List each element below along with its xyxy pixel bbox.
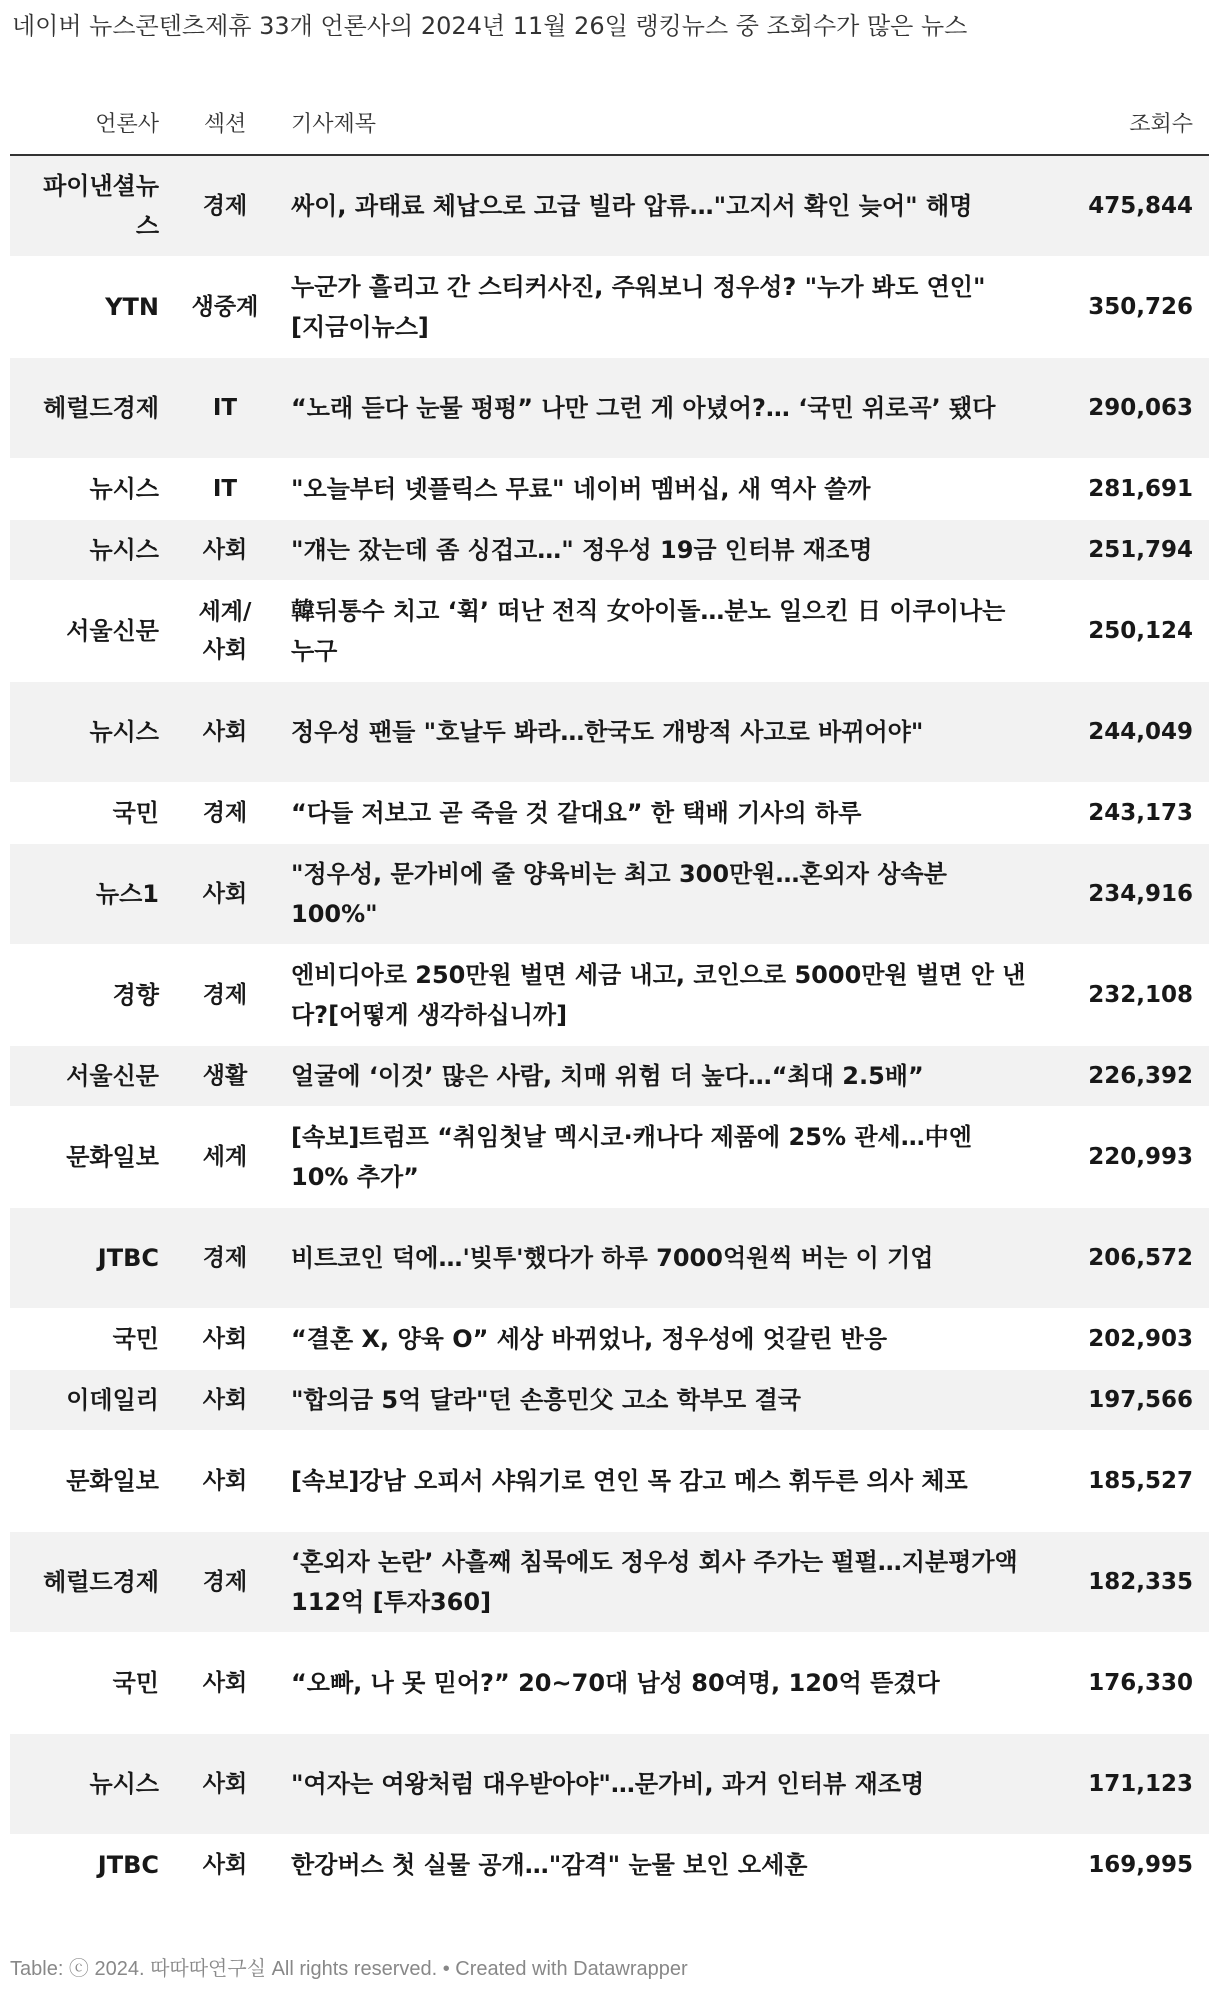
- cell-title: "정우성, 문가비에 줄 양육비는 최고 300만원…혼외자 상속분 100%": [275, 843, 1043, 944]
- table-row: [10, 1430, 1209, 1531]
- cell-publisher: 헤럴드경제: [10, 1531, 175, 1632]
- ranking-news-table: [10, 90, 1209, 1895]
- cell-section: 사회: [175, 1369, 275, 1430]
- cell-title: 얼굴에 ‘이것’ 많은 사람, 치매 위험 더 높다…“최대 2.5배”: [275, 1045, 1043, 1106]
- table-row: [10, 681, 1209, 782]
- cell-publisher: 국민: [10, 1632, 175, 1733]
- cell-section: 사회: [175, 681, 275, 782]
- cell-publisher: YTN: [10, 256, 175, 357]
- cell-title: 누군가 흘리고 간 스티커사진, 주워보니 정우성? "누가 봐도 연인" [지금이뉴스]: [275, 256, 1043, 357]
- cell-publisher: 파이낸셜뉴스: [10, 155, 175, 256]
- cell-title: "오늘부터 넷플릭스 무료" 네이버 멤버십, 새 역사 쓸까: [275, 458, 1043, 519]
- table-row: [10, 944, 1209, 1045]
- cell-section: 경제: [175, 1207, 275, 1308]
- cell-views: 250,124: [1043, 580, 1209, 681]
- cell-views: 206,572: [1043, 1207, 1209, 1308]
- cell-section: 사회: [175, 1632, 275, 1733]
- cell-section: 사회: [175, 1308, 275, 1369]
- cell-views: 176,330: [1043, 1632, 1209, 1733]
- table-row: [10, 1207, 1209, 1308]
- table-row: [10, 843, 1209, 944]
- cell-publisher: 문화일보: [10, 1106, 175, 1207]
- cell-publisher: 뉴시스: [10, 458, 175, 519]
- cell-views: 169,995: [1043, 1834, 1209, 1895]
- cell-section: 사회: [175, 843, 275, 944]
- cell-publisher: 헤럴드경제: [10, 357, 175, 458]
- cell-section: 경제: [175, 1531, 275, 1632]
- cell-title: "합의금 5억 달라"던 손흥민父 고소 학부모 결국: [275, 1369, 1043, 1430]
- cell-views: 251,794: [1043, 519, 1209, 580]
- cell-views: 290,063: [1043, 357, 1209, 458]
- cell-views: 244,049: [1043, 681, 1209, 782]
- cell-publisher: JTBC: [10, 1834, 175, 1895]
- cell-title: 비트코인 덕에…'빚투'했다가 하루 7000억원씩 버는 이 기업: [275, 1207, 1043, 1308]
- cell-title: “노래 듣다 눈물 펑펑” 나만 그런 게 아녔어?… ‘국민 위로곡’ 됐다: [275, 357, 1043, 458]
- cell-title: “다들 저보고 곧 죽을 것 같대요” 한 택배 기사의 하루: [275, 782, 1043, 843]
- cell-publisher: JTBC: [10, 1207, 175, 1308]
- cell-views: 350,726: [1043, 256, 1209, 357]
- cell-views: 234,916: [1043, 843, 1209, 944]
- cell-section: 사회: [175, 1733, 275, 1834]
- cell-views: 281,691: [1043, 458, 1209, 519]
- cell-publisher: 뉴시스: [10, 1733, 175, 1834]
- cell-publisher: 경향: [10, 944, 175, 1045]
- cell-publisher: 이데일리: [10, 1369, 175, 1430]
- cell-views: 226,392: [1043, 1045, 1209, 1106]
- table-body: [10, 155, 1209, 1895]
- cell-title: “오빠, 나 못 믿어?” 20~70대 남성 80여명, 120억 뜯겼다: [275, 1632, 1043, 1733]
- table-row: [10, 1106, 1209, 1207]
- cell-views: 202,903: [1043, 1308, 1209, 1369]
- table-row: [10, 1834, 1209, 1895]
- cell-title: "걔는 잤는데 좀 싱겁고…" 정우성 19금 인터뷰 재조명: [275, 519, 1043, 580]
- table-footer: Table: ⓒ 2024. 따따따연구실 All rights reserved. • Created with Datawrapper: [10, 1958, 688, 1980]
- cell-title: [속보]트럼프 “취임첫날 멕시코·캐나다 제품에 25% 관세…中엔 10% 추가”: [275, 1106, 1043, 1207]
- cell-views: 220,993: [1043, 1106, 1209, 1207]
- cell-section: 경제: [175, 944, 275, 1045]
- cell-title: 싸이, 과태료 체납으로 고급 빌라 압류…"고지서 확인 늦어" 해명: [275, 155, 1043, 256]
- cell-title: "여자는 여왕처럼 대우받아야"…문가비, 과거 인터뷰 재조명: [275, 1733, 1043, 1834]
- cell-title: [속보]강남 오피서 샤워기로 연인 목 감고 메스 휘두른 의사 체포: [275, 1430, 1043, 1531]
- table-header-row: [10, 90, 1209, 155]
- table-row: [10, 1045, 1209, 1106]
- cell-title: 한강버스 첫 실물 공개…"감격" 눈물 보인 오세훈: [275, 1834, 1043, 1895]
- cell-publisher: 뉴시스: [10, 519, 175, 580]
- cell-publisher: 문화일보: [10, 1430, 175, 1531]
- table-row: [10, 519, 1209, 580]
- table-row: [10, 155, 1209, 256]
- cell-publisher: 서울신문: [10, 580, 175, 681]
- cell-publisher: 국민: [10, 782, 175, 843]
- column-header-section[interactable]: 섹션: [175, 90, 275, 155]
- cell-views: 182,335: [1043, 1531, 1209, 1632]
- cell-views: 232,108: [1043, 944, 1209, 1045]
- cell-views: 197,566: [1043, 1369, 1209, 1430]
- column-header-publisher[interactable]: 언론사: [10, 90, 175, 155]
- cell-section: 경제: [175, 155, 275, 256]
- table-row: [10, 458, 1209, 519]
- column-header-title[interactable]: 기사제목: [275, 90, 1043, 155]
- table-title: 네이버 뉴스콘텐츠제휴 33개 언론사의 2024년 11월 26일 랭킹뉴스 중 조회수가 많은 뉴스: [12, 12, 968, 40]
- cell-section: 사회: [175, 519, 275, 580]
- cell-section: 사회: [175, 1430, 275, 1531]
- table-row: [10, 1632, 1209, 1733]
- cell-section: 세계: [175, 1106, 275, 1207]
- cell-title: ‘혼외자 논란’ 사흘째 침묵에도 정우성 회사 주가는 펄펄…지분평가액 112억 [투자360]: [275, 1531, 1043, 1632]
- table-row: [10, 1733, 1209, 1834]
- table-row: [10, 256, 1209, 357]
- table-row: [10, 1531, 1209, 1632]
- table-row: [10, 782, 1209, 843]
- cell-title: 정우성 팬들 "호날두 봐라…한국도 개방적 사고로 바뀌어야": [275, 681, 1043, 782]
- table-row: [10, 1369, 1209, 1430]
- cell-title: 엔비디아로 250만원 벌면 세금 내고, 코인으로 5000만원 벌면 안 낸다?[어떻게 생각하십니까]: [275, 944, 1043, 1045]
- table-row: [10, 1308, 1209, 1369]
- cell-section: IT: [175, 357, 275, 458]
- cell-section: 사회: [175, 1834, 275, 1895]
- cell-section: 세계/사회: [175, 580, 275, 681]
- cell-views: 171,123: [1043, 1733, 1209, 1834]
- table-row: [10, 357, 1209, 458]
- cell-section: IT: [175, 458, 275, 519]
- cell-publisher: 국민: [10, 1308, 175, 1369]
- cell-publisher: 뉴시스: [10, 681, 175, 782]
- cell-views: 243,173: [1043, 782, 1209, 843]
- cell-section: 경제: [175, 782, 275, 843]
- cell-title: 韓뒤통수 치고 ‘휙’ 떠난 전직 女아이돌…분노 일으킨 日 이쿠이나는 누구: [275, 580, 1043, 681]
- cell-title: “결혼 X, 양육 O” 세상 바뀌었나, 정우성에 엇갈린 반응: [275, 1308, 1043, 1369]
- column-header-views[interactable]: 조회수: [1043, 90, 1209, 155]
- cell-section: 생활: [175, 1045, 275, 1106]
- table-row: [10, 580, 1209, 681]
- cell-views: 185,527: [1043, 1430, 1209, 1531]
- cell-publisher: 서울신문: [10, 1045, 175, 1106]
- cell-publisher: 뉴스1: [10, 843, 175, 944]
- cell-section: 생중계: [175, 256, 275, 357]
- cell-views: 475,844: [1043, 155, 1209, 256]
